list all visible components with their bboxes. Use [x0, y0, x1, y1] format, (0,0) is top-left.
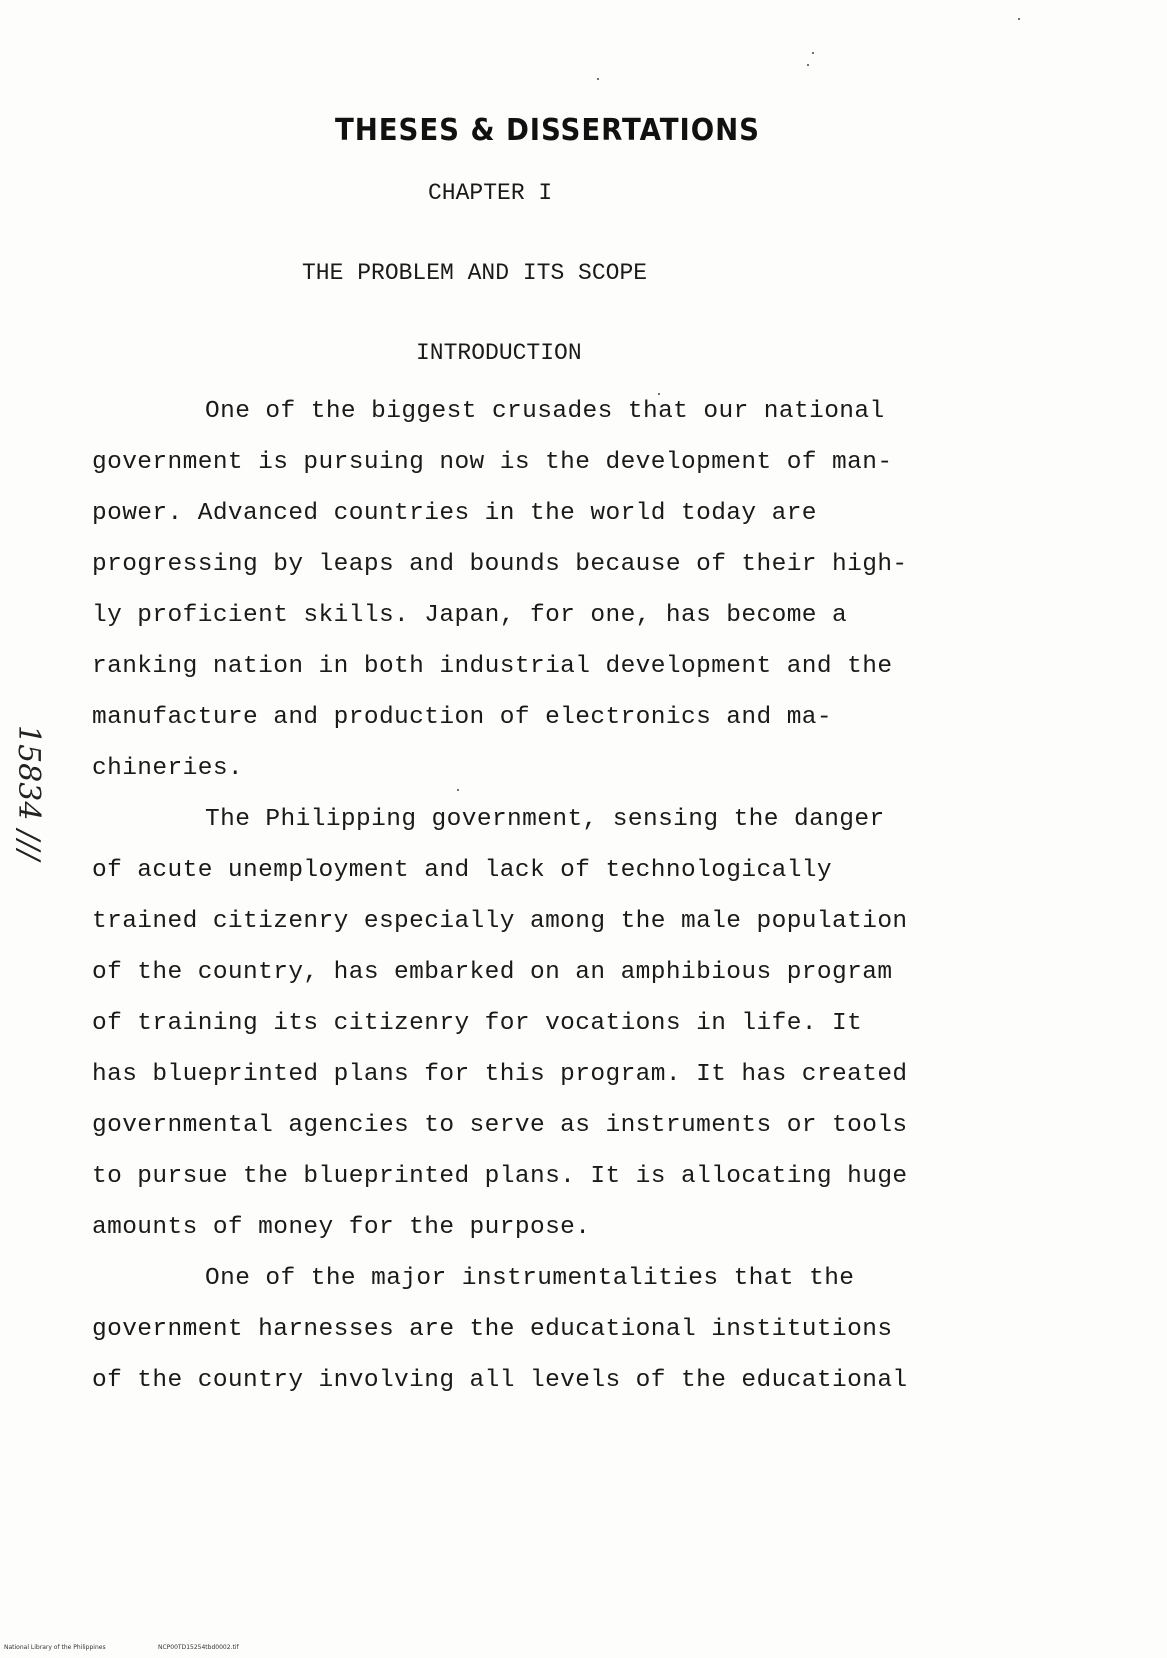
body-line: One of the biggest crusades that our national: [205, 398, 885, 425]
theses-stamp: THESES & DISSERTATIONS: [335, 113, 760, 148]
body-line: of the country, has embarked on an amphibious program: [92, 959, 893, 986]
body-line: government harnesses are the educational institutions: [92, 1316, 893, 1343]
body-line: governmental agencies to serve as instruments or tools: [92, 1112, 908, 1139]
scan-speck: [597, 78, 599, 80]
body-line: progressing by leaps and bounds because of their high-: [92, 551, 908, 578]
body-line: government is pursuing now is the development of man-: [92, 449, 893, 476]
body-line: manufacture and production of electronics and ma-: [92, 704, 833, 731]
body-line: of the country involving all levels of the educational: [92, 1367, 908, 1394]
scan-speck: [658, 393, 660, 395]
body-line: power. Advanced countries in the world today are: [92, 500, 817, 527]
scan-speck: [457, 789, 459, 791]
footer-filename: NCP00TD15254tbd0002.tif: [158, 1644, 239, 1651]
scan-speck: [812, 52, 814, 54]
margin-note-text: 15834 ///: [11, 725, 46, 861]
body-line: has blueprinted plans for this program. It has created: [92, 1061, 908, 1088]
body-line: of acute unemployment and lack of technologically: [92, 857, 833, 884]
body-line: The Philipping government, sensing the danger: [205, 806, 885, 833]
chapter-heading: CHAPTER I: [428, 180, 553, 206]
scan-speck: [1018, 18, 1020, 20]
footer-library: National Library of the Philippines: [4, 1644, 106, 1651]
body-line: to pursue the blueprinted plans. It is allocating huge: [92, 1163, 908, 1190]
body-line: ranking nation in both industrial development and the: [92, 653, 893, 680]
body-line: of training its citizenry for vocations in life. It: [92, 1010, 863, 1037]
body-line: trained citizenry especially among the male population: [92, 908, 908, 935]
body-line: chineries.: [92, 755, 244, 782]
chapter-title: THE PROBLEM AND ITS SCOPE: [302, 260, 648, 286]
body-line: ly proficient skills. Japan, for one, has become a: [92, 602, 848, 629]
scan-speck: [807, 64, 809, 66]
handwritten-margin-note: [0, 725, 50, 905]
body-line: amounts of money for the purpose.: [92, 1214, 591, 1241]
section-heading: INTRODUCTION: [416, 340, 582, 366]
body-line: One of the major instrumentalities that the: [205, 1265, 855, 1292]
